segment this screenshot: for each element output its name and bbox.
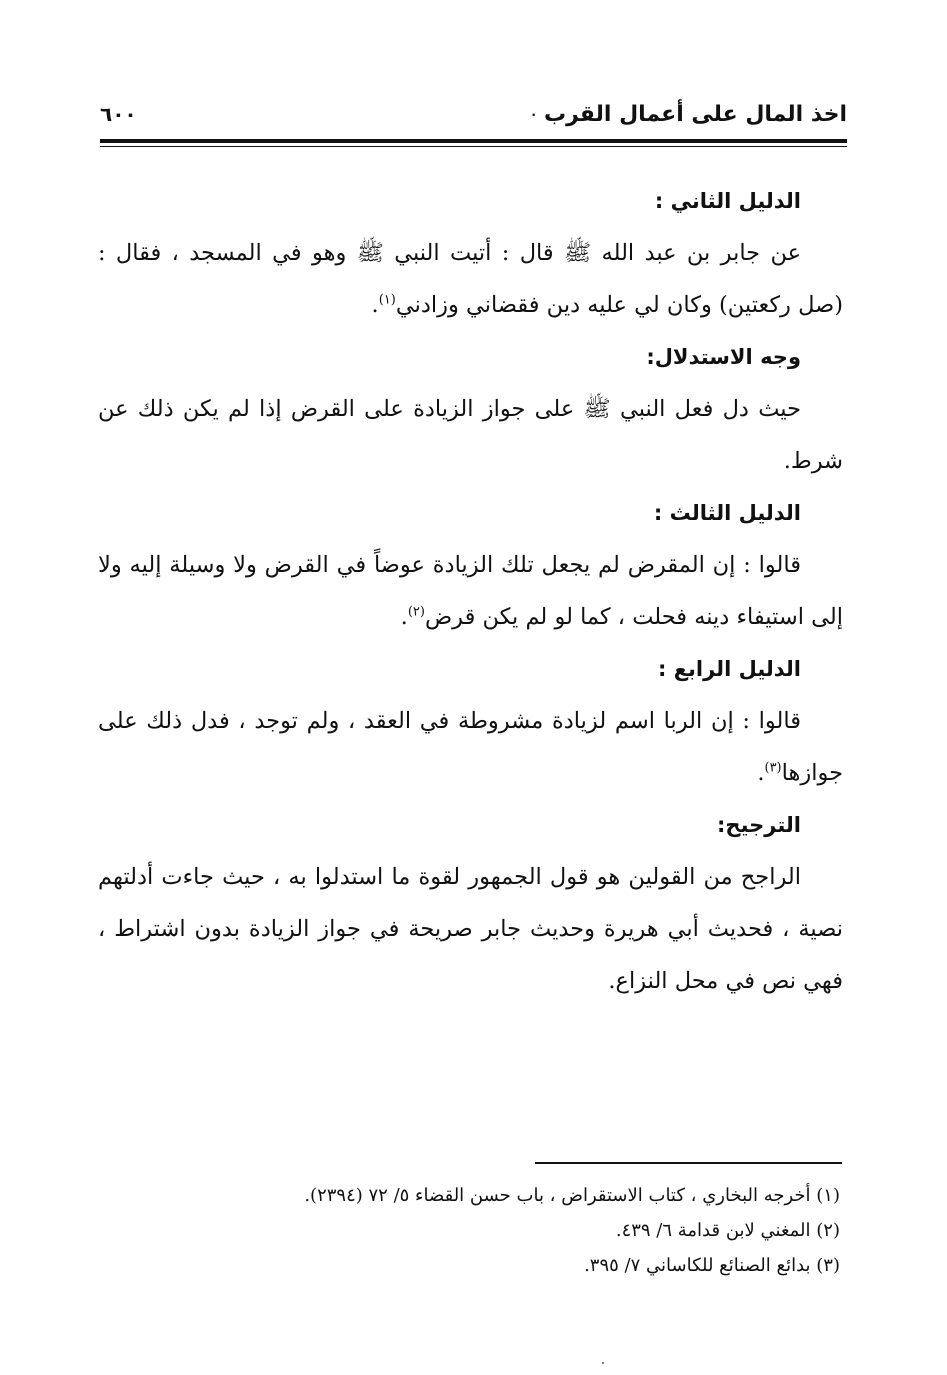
- heading-second-evidence: الدليل الثاني :: [654, 189, 801, 213]
- page-number: ٦٠٠: [100, 102, 137, 126]
- footnotes: [98, 1178, 840, 1283]
- heading-third-evidence: الدليل الثالث :: [653, 501, 801, 525]
- scan-speck: [602, 1362, 604, 1364]
- paragraph-preference: الراجح من القولين هو قول الجمهور لقوة ما استدلوا به ، حيث جاءت أدلتهم نصية ، فحديث أبي هريرة وحديث جابر صريحة في جواز الزيادة بدون اشتراط ، فهي نص في محل النزاع.: [98, 864, 843, 994]
- footnote-ref-3: (٣): [764, 760, 782, 776]
- header-rule-thick: [100, 139, 847, 143]
- heading-fourth-evidence: الدليل الرابع :: [657, 657, 801, 681]
- heading-preference: الترجيح:: [717, 813, 801, 837]
- paragraph-fourth-evidence: [98, 695, 843, 799]
- paragraph-third-text: قالوا : إن المقرض لم يجعل تلك الزيادة عوضاً في القرض ولا وسيلة إليه ولا إلى استيفاء دينه فحلت ، كما لو لم يكن قرض: [98, 552, 843, 630]
- footnote-ref-2: (٢): [407, 604, 425, 620]
- footnote-2: (٢) المغني لابن قدامة ٦/ ٤٣٩.: [615, 1220, 840, 1241]
- running-header: [100, 100, 847, 140]
- paragraph-third-evidence: [98, 539, 843, 643]
- running-title-text: اخذ المال على أعمال القرب: [543, 102, 847, 127]
- period: .: [371, 292, 379, 318]
- footnote-ref-1: (١): [378, 292, 396, 308]
- header-rule-thin: [100, 146, 847, 147]
- paragraph-inference: حيث دل فعل النبي ﷺ على جواز الزيادة على القرض إذا لم يكن ذلك عن شرط.: [98, 396, 843, 474]
- footnote-1: (١) أخرجه البخاري ، كتاب الاستقراض ، باب حسن القضاء ٥/ ٧٢ (٢٣٩٤).: [304, 1185, 840, 1206]
- running-title: [531, 102, 847, 127]
- main-text: [98, 175, 843, 1007]
- footnote-3: (٣) بدائع الصنائع للكاساني ٧/ ٣٩٥.: [584, 1255, 840, 1276]
- paragraph-jabir-hadith: [98, 227, 843, 331]
- period: .: [400, 604, 408, 630]
- title-dot: ·: [531, 108, 536, 122]
- footnote-separator: [535, 1162, 842, 1164]
- period: .: [757, 760, 765, 786]
- paragraph-jabir-text: عن جابر بن عبد الله ﷺ قال : أتيت النبي ﷺ وهو في المسجد ، فقال : (صل ركعتين) وكان لي عليه دين فقضاني وزادني: [98, 240, 843, 318]
- paragraph-fourth-text: قالوا : إن الربا اسم لزيادة مشروطة في العقد ، ولم توجد ، فدل ذلك على جوازها: [98, 708, 843, 786]
- heading-inference: وجه الاستدلال:: [646, 345, 801, 369]
